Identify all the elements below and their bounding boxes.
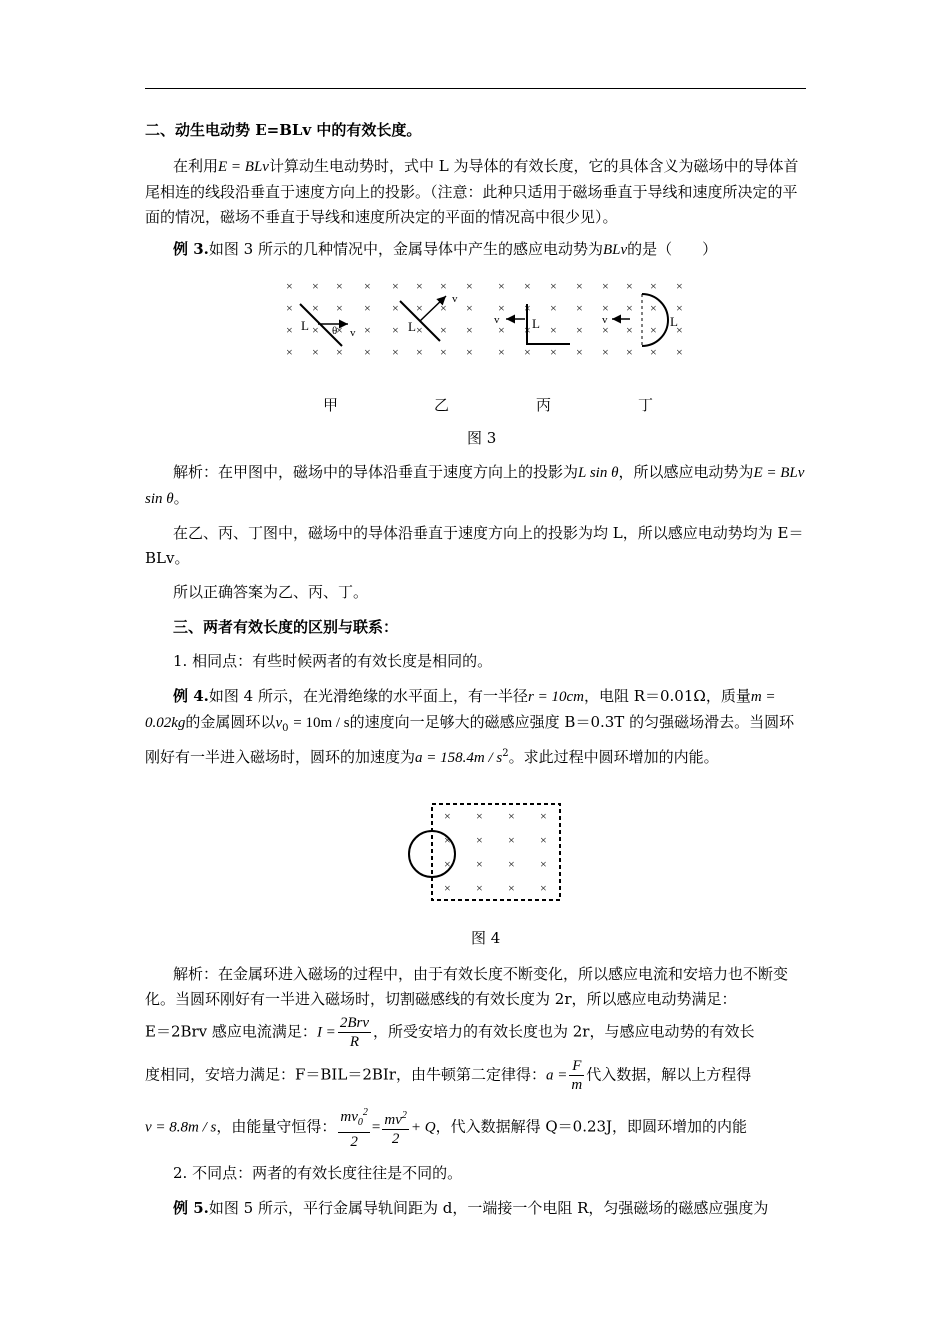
field-x-mark: × [440, 279, 447, 293]
field-x-mark: × [416, 345, 423, 359]
field-x-mark: × [476, 857, 483, 871]
field-x-mark: × [602, 323, 609, 337]
svg-text:L: L [532, 316, 540, 331]
field-x-mark: × [392, 279, 399, 293]
section3-heading: 三、两者有效长度的区别与联系： [173, 618, 399, 636]
field-x-mark: × [676, 345, 683, 359]
field-x-mark: × [392, 345, 399, 359]
svg-text:v: v [350, 327, 356, 339]
field-x-mark: × [466, 279, 473, 293]
header-rule [145, 88, 806, 89]
field-x-mark: × [508, 809, 515, 823]
field-x-mark: × [336, 345, 343, 359]
field-x-mark: × [312, 323, 319, 337]
figure3-diagram [280, 276, 690, 371]
field-x-mark: × [508, 857, 515, 871]
svg-text:v: v [494, 314, 500, 326]
field-x-mark: × [650, 301, 657, 315]
field-x-mark: × [286, 301, 293, 315]
field-x-mark: × [498, 323, 505, 337]
field-x-mark: × [650, 279, 657, 293]
field-x-mark: × [440, 323, 447, 337]
field-x-mark: × [550, 279, 557, 293]
field-x-mark: × [540, 809, 547, 823]
field-x-mark: × [364, 301, 371, 315]
field-x-mark: × [602, 345, 609, 359]
field-x-mark: × [392, 301, 399, 315]
field-x-mark: × [650, 323, 657, 337]
field-x-mark: × [540, 881, 547, 895]
figure4-caption: 图 4 [471, 929, 501, 947]
field-x-mark: × [498, 301, 505, 315]
field-x-mark: × [364, 279, 371, 293]
section3-point1: 1. 相同点：有些时候两者的有效长度是相同的。 [173, 652, 493, 670]
field-x-mark: × [440, 301, 447, 315]
field-x-mark: × [626, 323, 633, 337]
field-x-mark: × [392, 323, 399, 337]
field-x-mark: × [444, 809, 451, 823]
field-x-mark: × [550, 345, 557, 359]
analysis4-p2: E＝2Brv 感应电流满足：I = $\frac{\text{2Brv}}{R}$ ，所受安培力的有效长度也为 2r，与感应电动势的有效长 [145, 1015, 755, 1050]
field-x-mark: × [444, 857, 451, 871]
field-x-mark: × [466, 323, 473, 337]
field-x-mark: × [626, 301, 633, 315]
field-x-mark: × [508, 833, 515, 847]
field-x-mark: × [416, 301, 423, 315]
svg-text:v: v [602, 314, 608, 326]
field-x-mark: × [416, 279, 423, 293]
field-x-mark: × [476, 881, 483, 895]
field-x-mark: × [550, 301, 557, 315]
figure3-label-bing: 丙 [536, 396, 552, 414]
field-x-mark: × [312, 301, 319, 315]
field-x-mark: × [576, 323, 583, 337]
figure3-label-yi: 乙 [434, 396, 450, 414]
figure3-label-ding: 丁 [638, 396, 654, 414]
field-x-mark: × [286, 279, 293, 293]
field-x-mark: × [602, 301, 609, 315]
field-x-mark: × [602, 279, 609, 293]
figure3-caption: 图 3 [467, 429, 497, 447]
field-x-mark: × [476, 833, 483, 847]
field-x-mark: × [286, 345, 293, 359]
svg-text:L: L [408, 319, 416, 334]
svg-text:θ: θ [332, 325, 338, 337]
field-x-mark: × [336, 279, 343, 293]
field-x-mark: × [312, 345, 319, 359]
field-x-mark: × [550, 323, 557, 337]
field-x-mark: × [416, 323, 423, 337]
field-x-mark: × [466, 345, 473, 359]
field-x-mark: × [286, 323, 293, 337]
field-x-mark: × [312, 279, 319, 293]
analysis4-p3: 度相同，安培力满足：F＝BIL＝2BIr，由牛顿第二定律得：a = $\frac{F}{m}$ 代入数据，解以上方程得 [145, 1058, 752, 1093]
svg-text:L: L [670, 314, 678, 329]
svg-text:L: L [301, 318, 309, 333]
field-x-mark: × [364, 323, 371, 337]
field-x-mark: × [626, 279, 633, 293]
svg-text:v: v [452, 293, 458, 305]
analysis3-p1: 解析：在甲图中，磁场中的导体沿垂直于速度方向上的投影为L sin θ，所以感应电动势为E = BLv sin θ。 [145, 463, 805, 507]
analysis3-p2: 在乙、丙、丁图中，磁场中的导体沿垂直于速度方向上的投影为均 L，所以感应电动势均为 E＝BLv。 [145, 524, 804, 567]
field-x-mark: × [524, 279, 531, 293]
field-x-mark: × [444, 833, 451, 847]
field-x-mark: × [540, 857, 547, 871]
field-x-mark: × [540, 833, 547, 847]
field-x-mark: × [444, 881, 451, 895]
section2-heading: 二、动生电动势 E=BLv 中的有效长度。 [145, 121, 422, 139]
field-x-mark: × [476, 809, 483, 823]
field-x-mark: × [676, 279, 683, 293]
example4: 例 4.如图 4 所示，在光滑绝缘的水平面上，有一半径r = 10cm，电阻 R＝0.01Ω，质量m = 0.02kg的金属圆环以$v_0 = 10m / s$的速度向一足够大的磁感应强度 B＝0.3T 的匀强磁场滑去。当圆环刚好有一半进入磁场时，圆环的加速度为$a = 158.4m / s^2$。求此过程中圆环增加的内能。 [145, 687, 795, 766]
formula-e-blv: E = BLv [218, 159, 269, 175]
field-x-mark: × [524, 323, 531, 337]
field-x-mark: × [466, 301, 473, 315]
example5: 例 5.如图 5 所示，平行金属导轨间距为 d，一端接一个电阻 R，匀强磁场的磁感应强度为 [173, 1199, 769, 1217]
field-x-mark: × [650, 345, 657, 359]
analysis4-p4: v = 8.8m / s，由能量守恒得： $\frac{mv_0^2}{2}$ = $\frac{mv^2}{2}$ + Q，代入数据解得 Q＝0.23J，即圆环增加的内能 [145, 1104, 807, 1151]
field-x-mark: × [524, 345, 531, 359]
analysis3-p3: 所以正确答案为乙、丙、丁。 [173, 583, 369, 601]
field-x-mark: × [576, 345, 583, 359]
figure3-label-jia: 甲 [323, 396, 339, 414]
field-x-mark: × [336, 323, 343, 337]
field-x-mark: × [626, 345, 633, 359]
analysis4-p1: 解析：在金属环进入磁场的过程中，由于有效长度不断变化，所以感应电流和安培力也不断变化。当圆环刚好有一半进入磁场时，切割磁感线的有效长度为 2r，所以感应电动势满足： [145, 965, 789, 1008]
example3: 例 3.如图 3 所示的几种情况中，金属导体中产生的感应电动势为BLv的是（ ） [173, 240, 718, 258]
field-x-mark: × [576, 301, 583, 315]
point2: 2. 不同点：两者的有效长度往往是不同的。 [173, 1164, 463, 1182]
field-x-mark: × [364, 345, 371, 359]
field-x-mark: × [508, 881, 515, 895]
field-x-mark: × [676, 301, 683, 315]
field-x-mark: × [440, 345, 447, 359]
figure4-diagram [400, 796, 570, 908]
section2-paragraph: 在利用E = BLv计算动生电动势时，式中 L 为导体的有效长度，它的具体含义为磁场中的导体首尾相连的线段沿垂直于速度方向上的投影。（注意：此种只适用于磁场垂直于导线和速度所决定的平面的情况，磁场不垂直于导线和速度所决定的平面的情况高中很少见）。 [145, 157, 799, 226]
field-x-mark: × [336, 301, 343, 315]
field-x-mark: × [524, 301, 531, 315]
field-x-mark: × [498, 345, 505, 359]
field-x-mark: × [576, 279, 583, 293]
field-x-mark: × [676, 323, 683, 337]
field-x-mark: × [498, 279, 505, 293]
